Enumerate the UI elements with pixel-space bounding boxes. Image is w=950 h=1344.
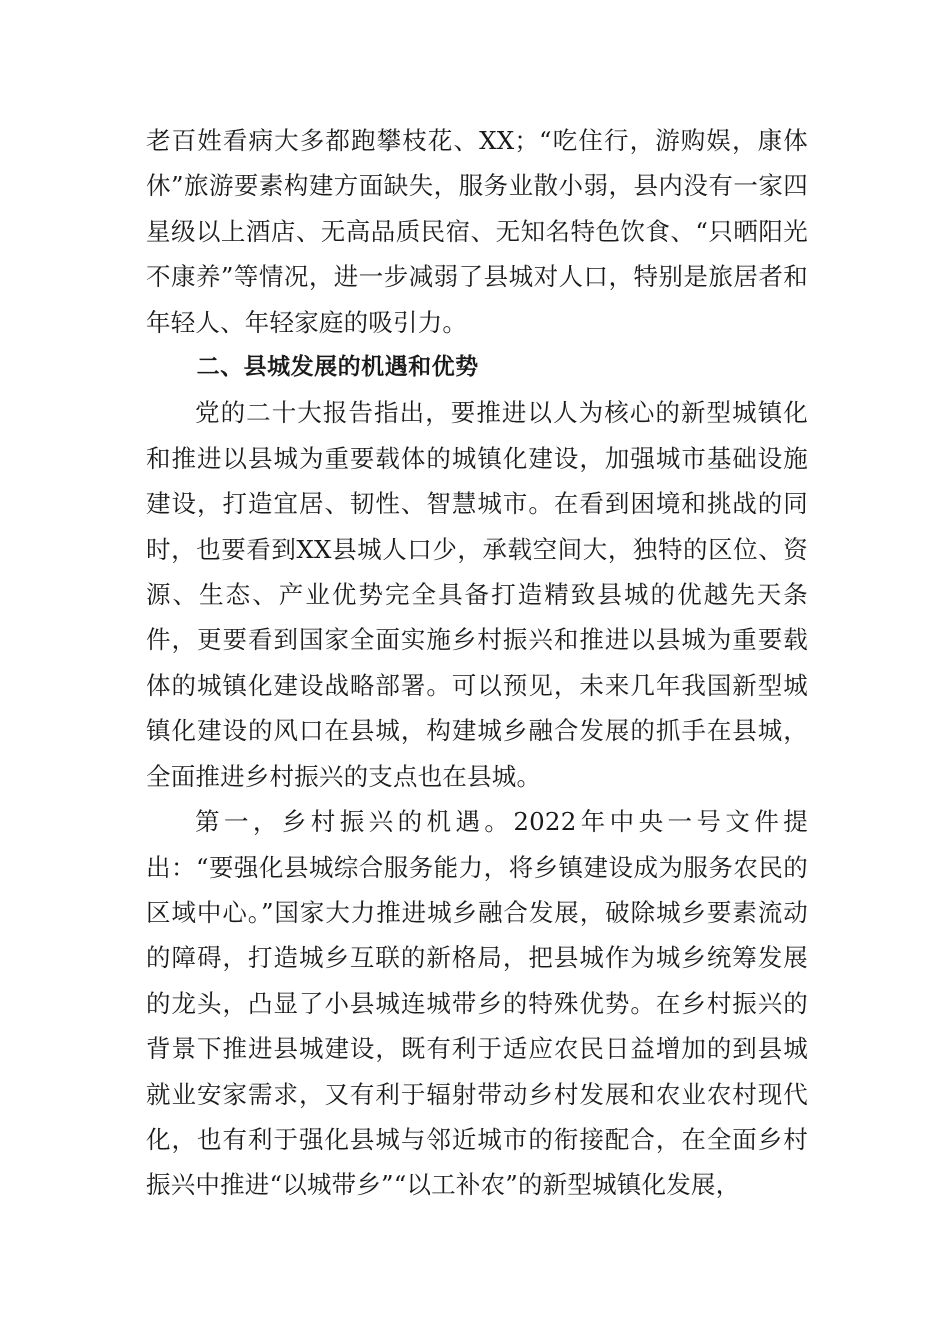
- paragraph-continued: 老百姓看病大多都跑攀枝花、XX；“吃住行，游购娱，康体休”旅游要素构建方面缺失，服务业散小弱，县内没有一家四星级以上酒店、无高品质民宿、无知名特色饮食、“只晒阳光不康养”等情况，进一步减弱了县城对人口，特别是旅居者和年轻人、年轻家庭的吸引力。: [146, 126, 808, 337]
- paragraph-opportunities: 党的二十大报告指出，要推进以人为核心的新型城镇化和推进以县城为重要载体的城镇化建设，加强城市基础设施建设，打造宜居、韧性、智慧城市。在看到困境和挑战的同时，也要看到XX县城人口少，承载空间大，独特的区位、资源、生态、产业优势完全具备打造精致县城的优越先天条件，更要看到国家全面实施乡村振兴和推进以县城为重要载体的城镇化建设战略部署。可以预见，未来几年我国新型城镇化建设的风口在县城，构建城乡融合发展的抓手在县城，全面推进乡村振兴的支点也在县城。: [146, 398, 808, 791]
- document-body: [146, 118, 808, 1208]
- paragraph-rural-revitalization: 第一，乡村振兴的机遇。2022年中央一号文件提出：“要强化县城综合服务能力，将乡镇建设成为服务农民的区域中心。”国家大力推进城乡融合发展，破除城乡要素流动的障碍，打造城乡互联的新格局，把县城作为城乡统筹发展的龙头，凸显了小县城连城带乡的特殊优势。在乡村振兴的背景下推进县城建设，既有利于适应农民日益增加的到县城就业安家需求，又有利于辐射带动乡村发展和农业农村现代化，也有利于强化县城与邻近城市的衔接配合，在全面乡村振兴中推进“以城带乡”“以工补农”的新型城镇化发展，: [146, 807, 808, 1200]
- section-heading: 二、县城发展的机遇和优势: [196, 354, 479, 381]
